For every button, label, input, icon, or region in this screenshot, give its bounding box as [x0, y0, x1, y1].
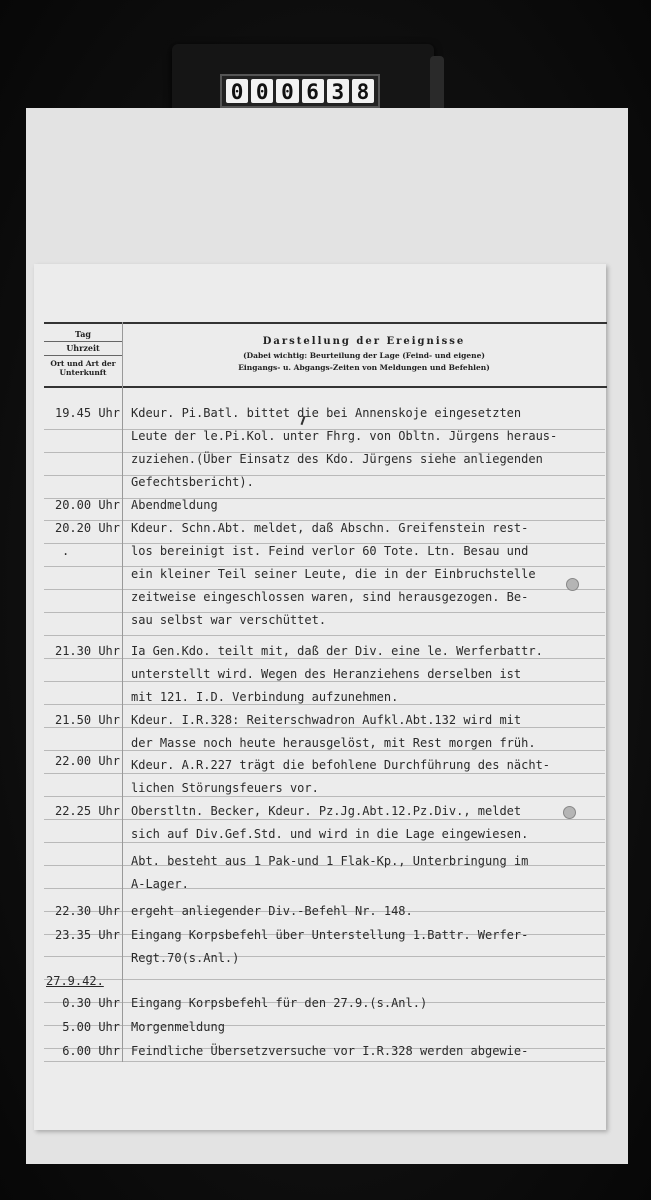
counter-digit-window — [220, 74, 380, 108]
counter-digit: 6 — [302, 79, 324, 103]
entry-text-line: unterstellt wird. Wegen des Heranziehens derselben ist — [131, 667, 522, 681]
counter-digit: 3 — [327, 79, 349, 103]
entry-text-line: ergeht anliegender Div.-Befehl Nr. 148. — [131, 904, 413, 918]
entry-text-line: zeitweise eingeschlossen waren, sind herausgezogen. Be- — [131, 590, 529, 604]
counter-digit: 8 — [352, 79, 374, 103]
entry-time: 0.30 Uhr — [62, 996, 120, 1010]
header-bottom-rule — [44, 386, 607, 388]
ruled-line — [44, 681, 605, 682]
ruled-line — [44, 979, 605, 980]
entry-text-line: Eingang Korpsbefehl über Unterstellung 1.Battr. Werfer- — [131, 928, 529, 942]
entry-time: 22.30 Uhr — [54, 904, 120, 918]
entry-text-line: Oberstltn. Becker, Kdeur. Pz.Jg.Abt.12.Pz.Div., meldet — [131, 804, 522, 818]
entry-time: 22.00 Uhr — [54, 754, 120, 768]
ruled-line — [44, 635, 605, 636]
header-col-divider — [44, 341, 122, 342]
ruled-line — [44, 498, 605, 499]
entry-text-line: Kdeur. I.R.328: Reiterschwadron Aufkl.Abt.132 wird mit — [131, 713, 522, 727]
ruled-line — [44, 773, 605, 774]
entry-text-line: los bereinigt ist. Feind verlor 60 Tote. Ltn. Besau und — [131, 544, 529, 558]
entry-time: 20.20 Uhr — [54, 521, 120, 535]
entry-time: 19.45 Uhr — [54, 406, 120, 420]
entry-text-line: Regt.70(s.Anl.) — [131, 951, 240, 965]
ruled-line — [44, 842, 605, 843]
header-title: Darstellung der Ereignisse — [262, 336, 466, 347]
counter-digit: 0 — [226, 79, 248, 103]
entry-text-line: ein kleiner Teil seiner Leute, die in der Einbruchstelle — [131, 567, 536, 581]
entry-text-line: Kdeur. A.R.227 trägt die befohlene Durchführung des nächt- — [131, 758, 551, 772]
punch-hole — [566, 578, 579, 591]
header-col-location: Ort und Art der Unterkunft — [50, 359, 116, 377]
entry-text-line: Kdeur. Schn.Abt. meldet, daß Abschn. Greifenstein rest- — [131, 521, 529, 535]
entry-text-line: Eingang Korpsbefehl für den 27.9.(s.Anl.) — [131, 996, 428, 1010]
entry-text-line: sich auf Div.Gef.Std. und wird in die Lage eingewiesen. — [131, 827, 529, 841]
entry-text-line: zuziehen.(Über Einsatz des Kdo. Jürgens siehe anliegenden — [131, 452, 543, 466]
ruled-line — [44, 704, 605, 705]
entry-text-line: Kdeur. Pi.Batl. bittet die bei Annenskoje eingesetzten — [131, 406, 522, 420]
war-diary-page — [34, 264, 606, 1130]
counter-digit: 0 — [276, 79, 298, 103]
entry-text-line: A-Lager. — [131, 877, 189, 891]
counter-digit: 0 — [251, 79, 273, 103]
entry-text-line: sau selbst war verschüttet. — [131, 613, 327, 627]
header-col-time: Uhrzeit — [66, 343, 100, 353]
entry-time: 20.00 Uhr — [54, 498, 120, 512]
entry-time: 22.25 Uhr — [54, 804, 120, 818]
ruled-line — [44, 888, 605, 889]
entry-time: 23.35 Uhr — [54, 928, 120, 942]
entry-text-line: Morgenmeldung — [131, 1020, 225, 1034]
entry-text-line: Leute der le.Pi.Kol. unter Fhrg. von Obltn. Jürgens heraus- — [131, 429, 558, 443]
ruled-line — [44, 1025, 605, 1026]
entry-time: 21.30 Uhr — [54, 644, 120, 658]
entry-text-line: der Masse noch heute herausgelöst, mit Rest morgen früh. — [131, 736, 536, 750]
column-divider — [122, 322, 123, 1062]
entry-text-line: Feindliche Übersetzversuche vor I.R.328 werden abgewie- — [131, 1044, 529, 1058]
entry-text-line: Abt. besteht aus 1 Pak-und 1 Flak-Kp., Unterbringung im — [131, 854, 529, 868]
header-col-day: Tag — [75, 329, 91, 339]
entry-text-line: Ia Gen.Kdo. teilt mit, daß der Div. eine le. Werferbattr. — [131, 644, 543, 658]
ruled-line — [44, 727, 605, 728]
ruled-line — [44, 750, 605, 751]
entry-text-line: lichen Störungsfeuers vor. — [131, 781, 319, 795]
entry-text-line: Abendmeldung — [131, 498, 218, 512]
ruled-line — [44, 796, 605, 797]
entry-time: 6.00 Uhr — [62, 1044, 120, 1058]
margin-mark: . — [62, 544, 70, 558]
ruled-line — [44, 819, 605, 820]
header-subtitle-2: Eingangs- u. Abgangs-Zeiten von Meldungen und Befehlen) — [238, 363, 490, 372]
entry-time: 5.00 Uhr — [62, 1020, 120, 1034]
punch-hole — [563, 806, 576, 819]
bottom-rule — [44, 1061, 605, 1062]
header-top-rule — [44, 322, 607, 324]
entry-date: 27.9.42. — [46, 974, 104, 988]
ruled-line — [44, 956, 605, 957]
entry-text-line: mit 121. I.D. Verbindung aufzunehmen. — [131, 690, 399, 704]
header-col-divider — [44, 355, 122, 356]
header-subtitle-1: (Dabei wichtig: Beurteilung der Lage (Feind- und eigene) — [243, 351, 485, 360]
ruled-line — [44, 475, 605, 476]
entry-text-line: Gefechtsbericht). — [131, 475, 254, 489]
entry-time: 21.50 Uhr — [54, 713, 120, 727]
ruled-line — [44, 658, 605, 659]
